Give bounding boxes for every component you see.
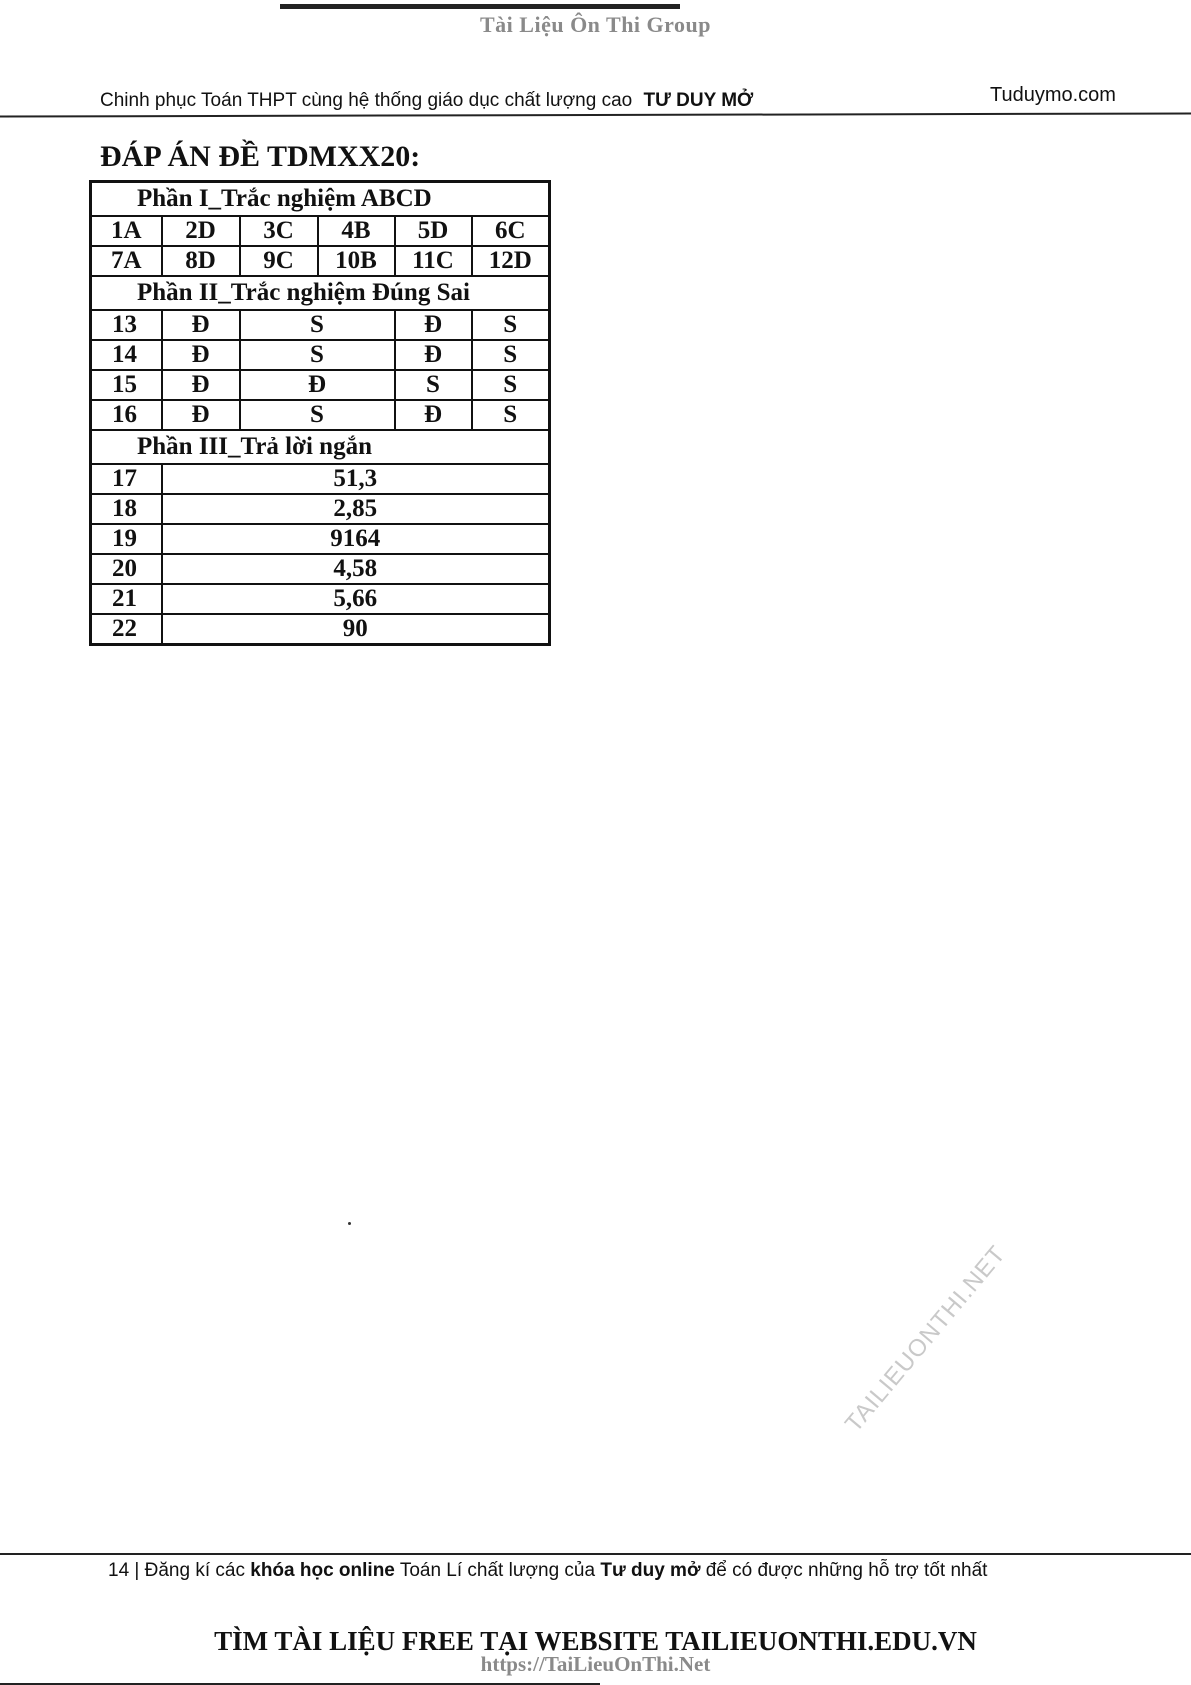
- table-row: [91, 246, 550, 276]
- footer-rule: [0, 1553, 1191, 1555]
- table-row: [91, 524, 550, 554]
- answer-cell: Đ: [162, 340, 240, 370]
- answer-cell: 2,85: [162, 494, 550, 524]
- header-text: Chinh phục Toán THPT cùng hệ thống giáo dục chất lượng cao: [100, 90, 633, 111]
- answer-cell: 7A: [91, 246, 162, 276]
- answer-cell: Đ: [162, 370, 240, 400]
- part1-heading: Phần I_Trắc nghiệm ABCD: [91, 182, 550, 217]
- table-row: [91, 494, 550, 524]
- answer-cell: 4B: [318, 216, 395, 246]
- answer-cell: 2D: [162, 216, 240, 246]
- answer-cell: 8D: [162, 246, 240, 276]
- part3-heading: Phần III_Trả lời ngắn: [91, 430, 550, 464]
- stray-dot: [348, 1222, 351, 1225]
- question-number: 21: [91, 584, 162, 614]
- part2-heading: Phần II_Trắc nghiệm Đúng Sai: [91, 276, 550, 310]
- answer-cell: S: [240, 400, 395, 430]
- header-rule: [0, 112, 1191, 117]
- answer-table: [89, 180, 551, 646]
- answer-cell: Đ: [395, 400, 472, 430]
- page-number: 14 |: [108, 1560, 140, 1581]
- question-number: 17: [91, 464, 162, 494]
- answer-cell: S: [472, 340, 550, 370]
- answer-cell: 12D: [472, 246, 550, 276]
- watermark-text: TAILIEUONTHI.NET: [840, 1240, 1012, 1438]
- answer-cell: Đ: [162, 400, 240, 430]
- answer-cell: 90: [162, 614, 550, 645]
- answer-cell: Đ: [162, 310, 240, 340]
- footer-text-3: để có được những hỗ trợ tốt nhất: [705, 1560, 988, 1581]
- footer-text-2: Toán Lí chất lượng của: [399, 1560, 596, 1581]
- website-url: https://TaiLieuOnThi.Net: [480, 1652, 711, 1676]
- answer-cell: S: [472, 370, 550, 400]
- answer-cell: 5,66: [162, 584, 550, 614]
- answer-cell: 4,58: [162, 554, 550, 584]
- table-row: [91, 216, 550, 246]
- question-number: 19: [91, 524, 162, 554]
- question-number: 18: [91, 494, 162, 524]
- website-banner: TÌM TÀI LIỆU FREE TẠI WEBSITE TAILIEUONTHI.EDU.VN: [214, 1626, 977, 1656]
- answer-cell: Đ: [240, 370, 395, 400]
- footer-bold-2: Tư duy mở: [600, 1560, 701, 1581]
- table-row: [91, 370, 550, 400]
- page-header: [100, 90, 753, 112]
- answer-cell: 5D: [395, 216, 472, 246]
- answer-cell: 9164: [162, 524, 550, 554]
- answer-cell: S: [472, 310, 550, 340]
- table-row: [91, 464, 550, 494]
- section-heading-row: [91, 430, 550, 464]
- answer-cell: S: [240, 310, 395, 340]
- table-row: [91, 584, 550, 614]
- question-number: 15: [91, 370, 162, 400]
- question-number: 14: [91, 340, 162, 370]
- table-row: [91, 614, 550, 645]
- question-number: 22: [91, 614, 162, 645]
- question-number: 20: [91, 554, 162, 584]
- header-brand: TƯ DUY MỞ: [643, 90, 754, 111]
- answer-cell: 6C: [472, 216, 550, 246]
- footer-bold-1: khóa học online: [250, 1560, 395, 1581]
- answer-cell: S: [395, 370, 472, 400]
- answer-cell: 10B: [318, 246, 395, 276]
- answer-cell: S: [472, 400, 550, 430]
- table-row: [91, 400, 550, 430]
- answer-cell: 9C: [240, 246, 318, 276]
- answer-cell: 1A: [91, 216, 162, 246]
- answer-cell: Đ: [395, 340, 472, 370]
- section-heading-row: [91, 182, 550, 217]
- footer-text-1: Đăng kí các: [144, 1560, 245, 1581]
- page-footer: [108, 1560, 987, 1582]
- group-title: Tài Liệu Ôn Thi Group: [480, 12, 711, 37]
- answer-cell: Đ: [395, 310, 472, 340]
- top-decoration-bar: [280, 4, 680, 9]
- answer-cell: S: [240, 340, 395, 370]
- table-row: [91, 310, 550, 340]
- page-title: ĐÁP ÁN ĐỀ TDMXX20:: [100, 140, 421, 173]
- answer-cell: 51,3: [162, 464, 550, 494]
- table-row: [91, 554, 550, 584]
- answer-cell: 11C: [395, 246, 472, 276]
- question-number: 16: [91, 400, 162, 430]
- header-site: Tuduymo.com: [990, 84, 1116, 106]
- table-row: [91, 340, 550, 370]
- question-number: 13: [91, 310, 162, 340]
- answer-cell: 3C: [240, 216, 318, 246]
- section-heading-row: [91, 276, 550, 310]
